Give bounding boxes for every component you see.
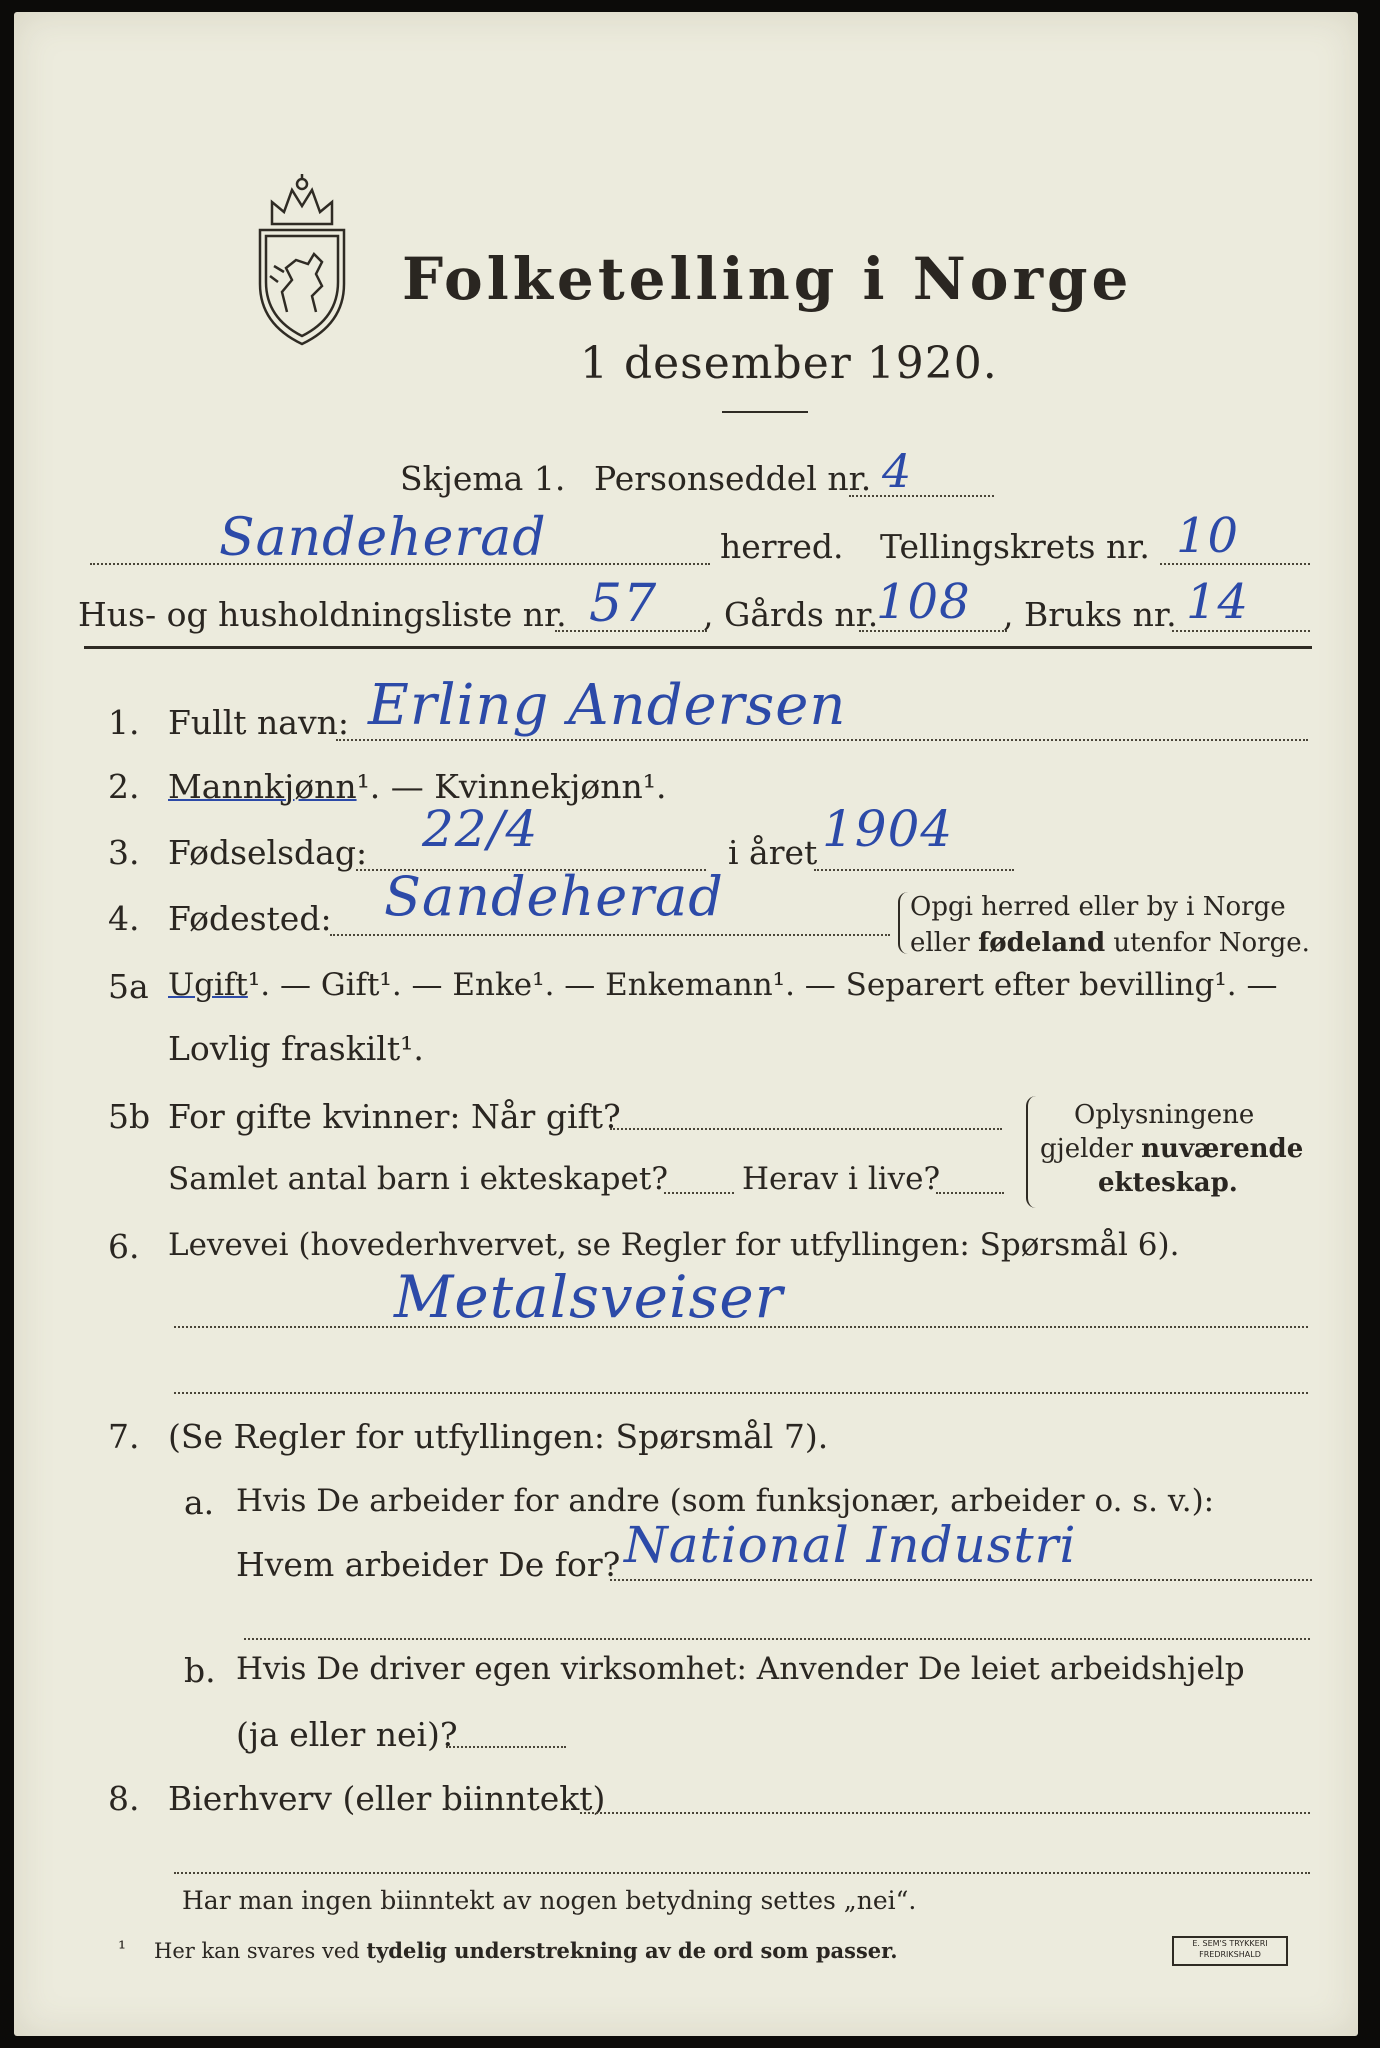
divorced-option: Lovlig fraskilt¹. (168, 1029, 424, 1068)
side-income-line-2 (174, 1872, 1310, 1874)
printer-mark (1172, 1936, 1288, 1966)
bruks-line (1172, 630, 1310, 632)
gards-line (859, 630, 1007, 632)
alive-line (936, 1192, 1004, 1194)
q4-number: 4. (108, 899, 140, 938)
marital-rest: ¹. — Gift¹. — Enke¹. — Enkemann¹. — Separert efter bevilling¹. — (247, 967, 1278, 1003)
q8-label: Bierhverv (eller biinntekt) (168, 1779, 606, 1818)
bruks-value: 14 (1186, 574, 1250, 630)
birthplace-note-b: fødeland (978, 928, 1106, 958)
unmarried-option: Ugift (168, 967, 248, 1003)
side-income-note: Har man ingen biinntekt av nogen betydning settes „nei“. (182, 1886, 917, 1915)
printer-name: E. SEM'S TRYKKERI (1192, 1939, 1268, 1948)
birthdate-value: 22/4 (422, 800, 539, 858)
marriage-note-line3: ekteskap. (1098, 1168, 1238, 1198)
gender-options (168, 767, 667, 806)
gards-label: , Gårds nr. (703, 595, 879, 634)
hus-value: 57 (589, 574, 658, 634)
printer-place: FREDRIKSHALD (1199, 1950, 1261, 1959)
hired-help-line (446, 1746, 566, 1748)
q3-number: 3. (108, 833, 140, 872)
year-line (814, 869, 1014, 871)
marriage-note-line2 (1040, 1136, 1303, 1162)
hus-label: Hus- og husholdningsliste nr. (78, 595, 567, 634)
marriage-note-line1: Oplysningene (1074, 1100, 1255, 1130)
q7-label: (Se Regler for utfyllingen: Spørsmål 7). (168, 1417, 829, 1456)
header-rule (84, 646, 1312, 649)
alive-label: Herav i live? (742, 1161, 941, 1197)
personseddel-label: Personseddel nr. (594, 459, 872, 498)
footnote-marker: ¹ (118, 1936, 127, 1960)
birthplace-note-brace (898, 892, 908, 954)
marriage-note-a: gjelder (1040, 1134, 1142, 1164)
title-divider (722, 411, 808, 413)
q7b-line1: Hvis De driver egen virksomhet: Anvender De leiet arbeidshjelp (236, 1651, 1245, 1687)
q6-number: 6. (108, 1227, 140, 1266)
female-option: Kvinnekjønn¹. (434, 767, 667, 806)
birthplace-note-a: eller (910, 928, 979, 958)
form-title: Folketelling i Norge (402, 245, 1133, 313)
q7a-line2: Hvem arbeider De for? (236, 1545, 621, 1584)
q1-number: 1. (108, 703, 140, 742)
q5b-number: 5b (108, 1097, 151, 1136)
employer-line (610, 1579, 1312, 1581)
birth-year-value: 1904 (822, 800, 954, 858)
footnote (154, 1940, 898, 1962)
q8-number: 8. (108, 1779, 140, 1818)
q5a-number: 5a (108, 967, 149, 1006)
q7-number: 7. (108, 1417, 140, 1456)
tellingskrets-value: 10 (1176, 508, 1240, 564)
personseddel-value: 4 (882, 444, 913, 498)
full-name-value: Erling Andersen (368, 673, 847, 738)
side-income-line (580, 1812, 1310, 1814)
children-line (664, 1192, 734, 1194)
census-date: 1 desember 1920. (580, 338, 998, 389)
birthplace-note-c: utenfor Norge. (1105, 928, 1310, 958)
gards-value: 108 (876, 574, 971, 630)
q7b-line2: (ja eller nei)? (236, 1715, 458, 1754)
married-when-label: For gifte kvinner: Når gift? (168, 1097, 621, 1136)
skjema-label: Skjema 1. (400, 459, 566, 498)
q7a-letter: a. (184, 1483, 215, 1522)
q4-label: Fødested: (168, 899, 332, 938)
q1-label: Fullt navn: (168, 703, 349, 742)
birthplace-line (330, 934, 890, 936)
q1-line (336, 739, 1308, 741)
year-label: i året (728, 833, 818, 872)
gender-separator: ¹. — (356, 767, 435, 806)
occupation-value: Metalsveiser (394, 1263, 784, 1331)
birthplace-note-line2 (910, 930, 1310, 956)
marital-options (168, 967, 1278, 1003)
census-form (14, 12, 1358, 2036)
footnote-b: tydelig understrekning av de ord som passer. (366, 1938, 898, 1963)
married-when-line (610, 1128, 1002, 1130)
employer-value: National Industri (624, 1516, 1077, 1574)
personseddel-line (849, 495, 994, 497)
occupation-line-2 (174, 1392, 1308, 1394)
q3-label: Fødselsdag: (168, 833, 368, 872)
birthplace-value: Sandeherad (384, 865, 724, 928)
birthplace-note-line1: Opgi herred eller by i Norge (910, 892, 1286, 922)
herred-label: herred. (720, 527, 844, 566)
bruks-label: , Bruks nr. (1003, 595, 1177, 634)
marriage-note-b: nuværende (1141, 1134, 1304, 1164)
tellingskrets-label: Tellingskrets nr. (880, 527, 1150, 566)
children-label: Samlet antal barn i ekteskapet? (168, 1161, 668, 1197)
q7b-letter: b. (184, 1651, 216, 1690)
employer-line-2 (244, 1638, 1310, 1640)
q7a-line1: Hvis De arbeider for andre (som funksjonær, arbeider o. s. v.): (236, 1483, 1215, 1519)
marriage-note-brace (1026, 1096, 1038, 1208)
male-option: Mannkjønn (168, 767, 357, 806)
footnote-a: Her kan svares ved (154, 1939, 367, 1963)
q2-number: 2. (108, 767, 140, 806)
herred-value: Sandeherad (219, 508, 547, 568)
coat-of-arms-icon (242, 172, 362, 350)
occupation-line-1 (174, 1326, 1308, 1328)
q6-label: Levevei (hovederhvervet, se Regler for utfyllingen: Spørsmål 6). (168, 1227, 1180, 1263)
